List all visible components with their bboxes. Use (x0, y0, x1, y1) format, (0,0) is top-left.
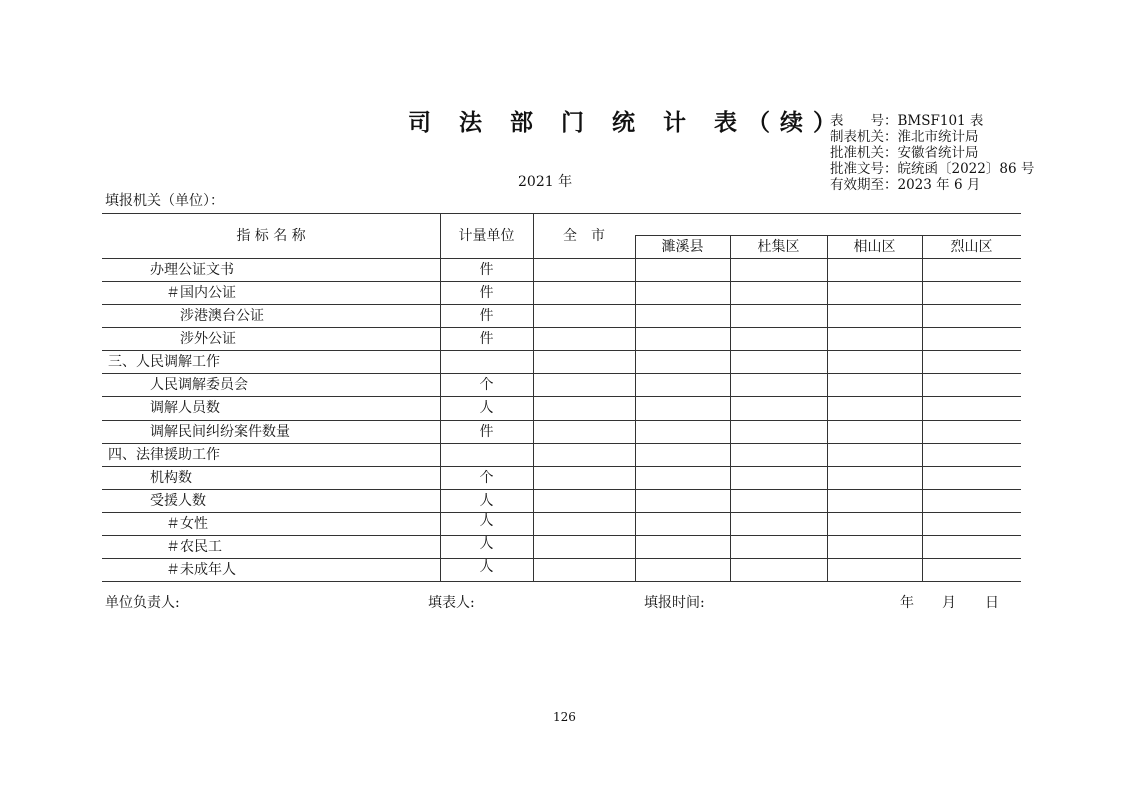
meta-form-number: 表 号：BMSF101 表 (830, 113, 984, 129)
column-divider (533, 213, 534, 581)
district-subheader-line (635, 235, 1021, 236)
column-divider (922, 235, 923, 581)
row-unit: 人 (479, 559, 494, 575)
row-indicator-name: ＃国内公证 (166, 285, 236, 301)
footer-month-label: 月 (942, 595, 956, 611)
row-unit: 人 (479, 400, 494, 416)
row-unit: 件 (479, 285, 494, 301)
row-indicator-name: ＃女性 (166, 516, 208, 532)
row-indicator-name: 调解人员数 (150, 400, 220, 416)
row-unit: 个 (479, 377, 494, 393)
row-indicator-name: ＃农民工 (166, 539, 222, 555)
table-top-border (102, 213, 1021, 214)
row-unit: 人 (479, 536, 494, 552)
column-divider (827, 235, 828, 581)
row-divider (102, 466, 1021, 467)
header-district: 相山区 (853, 239, 896, 255)
row-divider (102, 396, 1021, 397)
row-indicator-name: 机构数 (150, 470, 192, 486)
header-indicator: 指 标 名 称 (236, 228, 306, 244)
row-unit: 个 (479, 470, 494, 486)
row-indicator-name: 人民调解委员会 (150, 377, 248, 393)
row-divider (102, 304, 1021, 305)
footer-year-label: 年 (900, 595, 914, 611)
row-divider (102, 420, 1021, 421)
filler-unit-label: 填报机关（单位）： (105, 193, 224, 209)
row-divider (102, 443, 1021, 444)
footer-filler-label: 填表人: (428, 595, 475, 611)
header-bottom-border (102, 258, 1021, 259)
row-indicator-name: 四、法律援助工作 (108, 447, 220, 463)
column-divider (730, 235, 731, 581)
row-indicator-name: 办理公证文书 (150, 262, 234, 278)
row-indicator-name: 调解民间纠纷案件数量 (150, 424, 290, 440)
header-unit: 计量单位 (458, 228, 515, 244)
meta-approval-number: 批准文号：皖统函〔2022〕86 号 (830, 161, 1035, 177)
row-divider (102, 512, 1021, 513)
header-city-total: 全 市 (563, 228, 605, 244)
footer-day-label: 日 (985, 595, 999, 611)
row-divider (102, 373, 1021, 374)
row-unit: 件 (479, 331, 494, 347)
row-unit: 件 (479, 424, 494, 440)
header-district: 烈山区 (950, 239, 993, 255)
meta-approving-authority: 批准机关：安徽省统计局 (830, 145, 979, 161)
meta-issuing-authority: 制表机关：淮北市统计局 (830, 129, 979, 145)
page-number: 126 (553, 710, 576, 724)
row-indicator-name: 受援人数 (150, 493, 206, 509)
row-indicator-name: 三、人民调解工作 (108, 354, 220, 370)
table-bottom-border (102, 581, 1021, 582)
row-indicator-name: 涉港澳台公证 (180, 308, 264, 324)
row-unit: 人 (479, 513, 494, 529)
column-divider (635, 235, 636, 581)
header-district: 濉溪县 (661, 239, 704, 255)
row-divider (102, 535, 1021, 536)
report-year: 2021 年 (518, 174, 573, 190)
footer-leader-label: 单位负责人: (105, 595, 180, 611)
row-divider (102, 489, 1021, 490)
row-unit: 件 (479, 308, 494, 324)
row-indicator-name: ＃未成年人 (166, 562, 236, 578)
row-divider (102, 350, 1021, 351)
row-divider (102, 281, 1021, 282)
header-district: 杜集区 (757, 239, 800, 255)
row-divider (102, 327, 1021, 328)
row-divider (102, 558, 1021, 559)
row-unit: 人 (479, 493, 494, 509)
footer-fill-time-label: 填报时间: (644, 595, 705, 611)
statistics-table (102, 213, 1021, 581)
page-title: 司 法 部 门 统 计 表（续） (408, 110, 847, 136)
row-indicator-name: 涉外公证 (180, 331, 236, 347)
meta-valid-until: 有效期至：2023 年 6 月 (830, 177, 981, 193)
row-unit: 件 (479, 262, 494, 278)
